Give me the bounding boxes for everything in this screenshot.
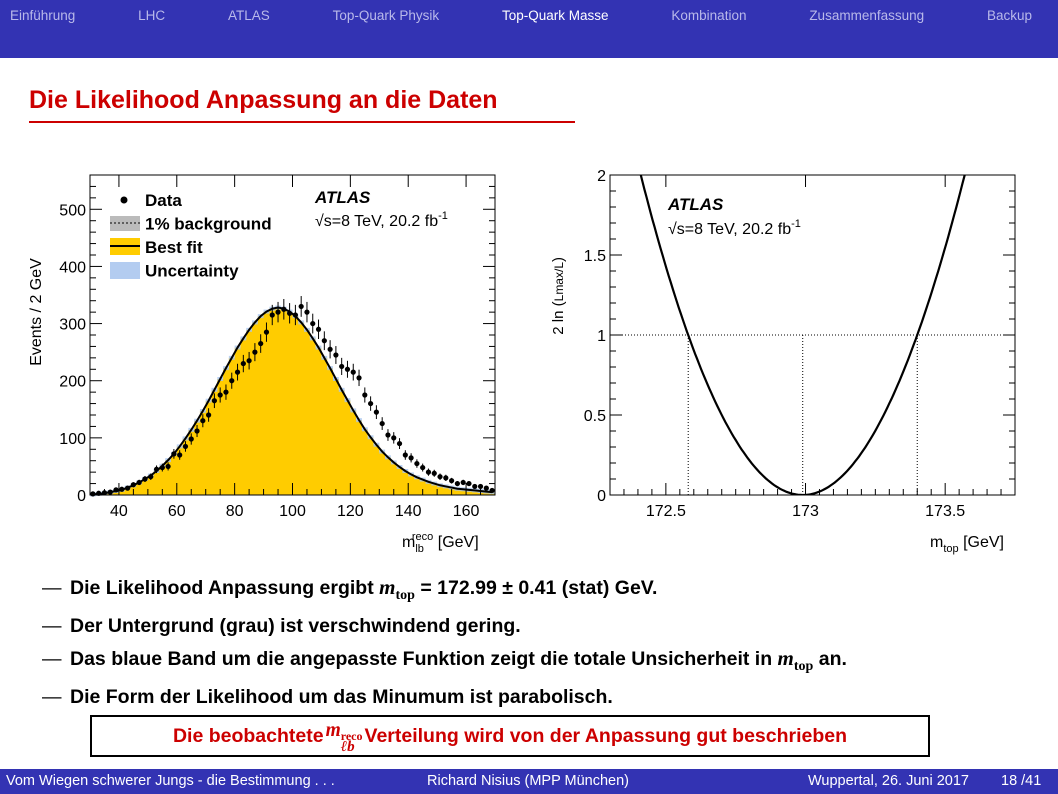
nav-item-lhc[interactable]: LHC — [138, 7, 166, 23]
conclusion-box — [90, 715, 930, 757]
data-point — [328, 347, 333, 352]
data-point — [299, 304, 304, 309]
x-tick-label: 172.5 — [645, 503, 686, 520]
data-point — [212, 398, 217, 403]
data-point — [200, 418, 205, 423]
data-point — [310, 321, 315, 326]
data-point — [148, 474, 153, 479]
data-point — [362, 392, 367, 397]
data-point — [304, 310, 309, 315]
y-tick-label: 300 — [59, 316, 86, 334]
slide-title: Die Likelihood Anpassung an die Daten — [29, 86, 498, 114]
data-point — [281, 307, 286, 312]
atlas-label: ATLAS — [668, 195, 724, 214]
data-point — [171, 451, 176, 456]
data-point — [432, 471, 437, 476]
data-point — [247, 358, 252, 363]
x-tick-label: 60 — [167, 503, 186, 520]
data-point — [374, 410, 379, 415]
legend-label: Best fit — [145, 238, 203, 257]
bullet-text: Die Likelihood Anpassung ergibt — [70, 577, 380, 599]
callout-post: Verteilung wird von der Anpassung gut beschrieben — [364, 724, 848, 747]
energy-lumi-label: √s=8 TeV, 20.2 $fb^{-1}$ — [668, 218, 801, 238]
bullet-dash: — — [42, 647, 62, 670]
data-point — [356, 375, 361, 380]
data-point — [229, 378, 234, 383]
bullet-item — [42, 572, 847, 611]
y-tick-label: 0.5 — [583, 408, 606, 425]
data-point — [206, 412, 211, 417]
data-point — [194, 428, 199, 433]
data-point — [293, 312, 298, 317]
legend-uncertainty-swatch — [110, 262, 140, 279]
data-point — [160, 465, 165, 470]
bullet-text: Die Form der Likelihood um das Minumum ist parabolisch. — [70, 686, 613, 709]
data-point — [154, 467, 159, 472]
bullet-item — [42, 682, 847, 714]
bullet-item — [42, 611, 847, 643]
data-point — [270, 312, 275, 317]
data-point — [380, 421, 385, 426]
data-point — [391, 435, 396, 440]
callout-sup: reco — [340, 728, 363, 743]
data-point — [218, 392, 223, 397]
x-axis-title: $m_{top}$ [GeV] — [930, 534, 1004, 555]
data-point — [368, 401, 373, 406]
bullet-dash: — — [42, 615, 62, 638]
footer-talk-title: Vom Wiegen schwerer Jungs - die Bestimmung . . . — [6, 773, 335, 789]
energy-lumi-label: √s=8 TeV, 20.2 $fb^{-1}$ — [315, 210, 448, 230]
data-point — [345, 367, 350, 372]
bullet-dash: — — [42, 686, 62, 709]
bullet-text: Der Untergrund (grau) ist verschwindend gering. — [70, 615, 521, 638]
data-point — [351, 370, 356, 375]
footer-page-number[interactable]: 18 /41 — [1001, 773, 1042, 789]
data-point — [466, 481, 471, 486]
y-axis-title: 2 ln (Lmax/L) — [550, 257, 567, 335]
mtop-symbol: $m_{top}$ — [777, 645, 814, 674]
data-point — [90, 491, 95, 496]
top-navigation — [0, 0, 1058, 58]
callout-sym: m — [325, 719, 341, 741]
data-point — [339, 364, 344, 369]
x-tick-label: 173.5 — [925, 503, 966, 520]
x-tick-label: 120 — [337, 503, 364, 520]
data-point — [420, 465, 425, 470]
data-point — [183, 444, 188, 449]
y-tick-label: 100 — [59, 430, 86, 448]
data-point — [142, 476, 147, 481]
data-point — [316, 327, 321, 332]
footer-author: Richard Nisius (MPP München) — [427, 773, 629, 789]
data-point — [385, 432, 390, 437]
x-axis-title: $m_{lb}reco$ [GeV] — [402, 531, 479, 555]
bullet-item — [42, 643, 847, 682]
footer-date: Wuppertal, 26. Juni 2017 — [808, 773, 969, 789]
nav-item-zusammenfassung[interactable]: Zusammenfassung — [809, 7, 925, 23]
nav-item-backup[interactable]: Backup — [986, 7, 1032, 23]
data-point — [166, 464, 171, 469]
mtop-symbol: $m_{top}$ — [379, 575, 415, 603]
data-point — [108, 490, 113, 495]
data-point — [472, 484, 477, 489]
nav-item-kombination[interactable]: Kombination — [671, 7, 747, 23]
bullet-text: Das blaue Band um die angepasste Funktion zeigt die totale Unsicherheit in — [70, 647, 778, 670]
y-tick-label: 2 — [597, 168, 606, 185]
data-point — [137, 480, 142, 485]
data-point — [223, 390, 228, 395]
x-tick-label: 140 — [394, 503, 422, 520]
likelihood-chart — [530, 160, 1058, 560]
bullet-list — [42, 572, 847, 714]
nav-item-einführung[interactable]: Einführung — [10, 7, 76, 23]
data-point — [119, 487, 124, 492]
data-point — [113, 487, 118, 492]
data-point — [437, 474, 442, 479]
data-point — [241, 361, 246, 366]
bullet-text-end: an. — [813, 647, 847, 670]
bullet-text-end: = 172.99 ± 0.41 (stat) GeV. — [414, 577, 658, 599]
data-point — [235, 370, 240, 375]
data-point — [287, 311, 292, 316]
data-point — [490, 488, 495, 493]
data-point — [484, 486, 489, 491]
y-tick-label: 200 — [59, 373, 86, 391]
data-point — [264, 330, 269, 335]
y-tick-label: 1.5 — [583, 248, 606, 265]
y-axis-title: Events / 2 GeV — [28, 258, 45, 366]
data-point — [403, 452, 408, 457]
legend-label: 1% background — [145, 214, 272, 234]
y-tick-label: 400 — [59, 259, 86, 277]
y-tick-label: 500 — [59, 202, 86, 220]
data-point — [333, 352, 338, 357]
footer-bar — [0, 769, 1058, 794]
nav-item-top-quark-physik[interactable]: Top-Quark Physik — [332, 7, 440, 23]
x-tick-label: 173 — [792, 503, 819, 520]
data-point — [252, 350, 257, 355]
legend-label: Data — [145, 191, 182, 210]
likelihood-curve — [634, 165, 972, 495]
x-tick-label: 100 — [279, 503, 306, 520]
legend-label: Uncertainty — [145, 261, 239, 281]
legend-data-marker — [121, 197, 128, 204]
data-point — [275, 310, 280, 315]
callout-mlb-symbol — [326, 720, 363, 753]
data-point — [409, 455, 414, 460]
data-point — [414, 461, 419, 466]
data-point — [397, 441, 402, 446]
y-tick-label: 1 — [597, 328, 606, 345]
data-point — [258, 341, 263, 346]
data-point — [189, 436, 194, 441]
title-underline — [29, 121, 575, 123]
data-point — [322, 338, 327, 343]
nav-item-top-quark-masse[interactable]: Top-Quark Masse — [502, 7, 609, 23]
data-point — [449, 478, 454, 483]
x-tick-label: 40 — [110, 503, 128, 520]
data-point — [461, 480, 466, 485]
data-point — [125, 486, 130, 491]
data-point — [443, 475, 448, 480]
x-tick-label: 160 — [452, 503, 480, 520]
y-tick-label: 0 — [77, 488, 86, 505]
y-tick-label: 0 — [597, 488, 606, 505]
x-tick-label: 80 — [225, 503, 244, 520]
mlb-distribution-chart — [0, 160, 520, 560]
data-point — [177, 452, 182, 457]
data-point — [455, 481, 460, 486]
callout-sub: ℓb — [340, 738, 355, 755]
data-point — [478, 484, 483, 489]
bullet-dash: — — [42, 577, 62, 599]
best-fit-area — [90, 308, 495, 495]
data-point — [426, 470, 431, 475]
callout-pre: Die beobachtete — [172, 724, 324, 747]
data-point — [131, 482, 136, 487]
atlas-label: ATLAS — [315, 188, 371, 207]
nav-item-atlas[interactable]: ATLAS — [228, 7, 270, 23]
